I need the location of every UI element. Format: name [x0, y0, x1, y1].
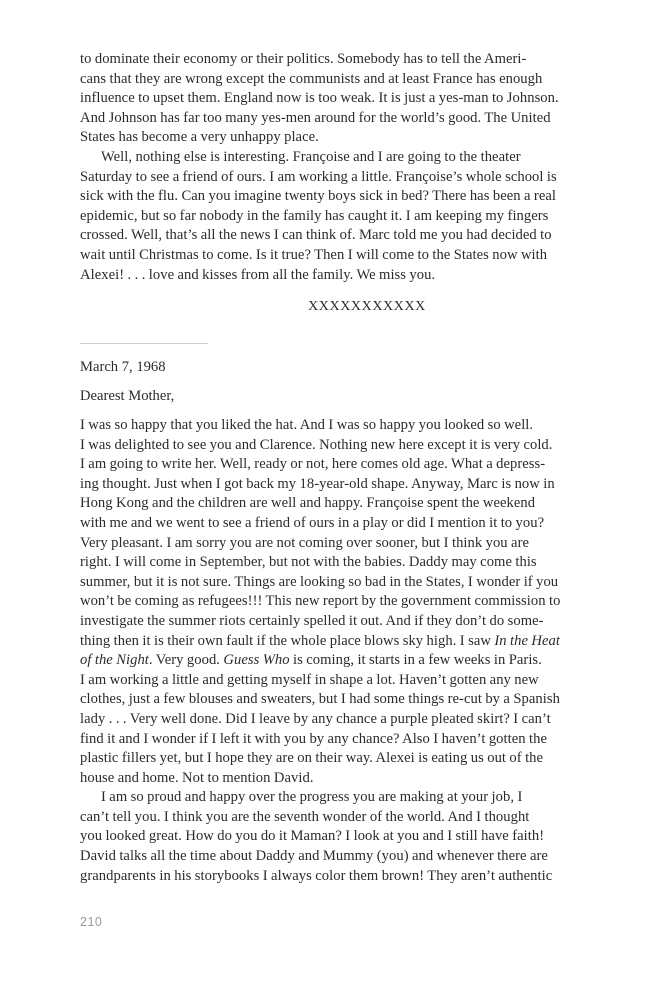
text-line: plastic fillers yet, but I hope they are on their way. Alexei is eating us out of the — [80, 750, 544, 767]
letter-salutation: Dearest Mother, — [80, 388, 175, 404]
paragraph — [80, 416, 570, 788]
text-line: Saturday to see a friend of ours. I am working a little. Françoise’s whole school is — [80, 168, 557, 185]
text-line: grandparents in his storybooks I always color them brown! They aren’t authentic — [80, 867, 553, 884]
text-line: influence to upset them. England now is too weak. It is just a yes-man to Johnson. — [80, 90, 559, 107]
text-line: David talks all the time about Daddy and Mummy (you) and whenever there are — [80, 848, 548, 865]
text-line: epidemic, but so far nobody in the family has caught it. I am keeping my fingers — [80, 207, 549, 224]
text-line: you looked great. How do you do it Maman? I look at you and I still have faith! — [80, 828, 545, 845]
text-line: with me and we went to see a friend of ours in a play or did I mention it to you? — [80, 514, 545, 531]
text-line: to dominate their economy or their politics. Somebody has to tell the Ameri- — [80, 51, 527, 67]
text-line: investigate the summer riots certainly spelled it out. And if they don’t do some- — [80, 612, 544, 629]
film-title: In the Heat — [494, 632, 560, 649]
text-line: sick with the flu. Can you imagine twenty boys sick in bed? There has been a real — [80, 188, 556, 205]
previous-letter-body — [80, 50, 570, 285]
text-line — [80, 632, 570, 652]
text-line: Alexei! . . . love and kisses from all the family. We miss you. — [80, 266, 436, 283]
text-line: house and home. Not to mention David. — [80, 769, 314, 786]
text-line: lady . . . Very well done. Did I leave by any chance a purple pleated skirt? I can’t — [80, 710, 551, 727]
text-line: can’t tell you. I think you are the seventh wonder of the world. And I thought — [80, 808, 530, 825]
text-run: is coming, it starts in a few weeks in Paris. — [289, 652, 542, 669]
text-line: I am going to write her. Well, ready or not, here comes old age. What a depress- — [80, 456, 546, 473]
letter-date: March 7, 1968 — [80, 359, 166, 375]
film-title: Guess Who — [223, 652, 290, 669]
text-line: And Johnson has far too many yes-men around for the world’s good. The United — [80, 109, 551, 126]
text-line: ing thought. Just when I got back my 18-year-old shape. Anyway, Marc is now in — [80, 475, 555, 492]
paragraph — [80, 148, 570, 285]
text-line: find it and I wonder if I left it with you by any chance? Also I haven’t gotten the — [80, 730, 547, 747]
text-line: I am so proud and happy over the progress you are making at your job, I — [101, 789, 523, 806]
text-line: crossed. Well, that’s all the news I can think of. Marc told me you had decided to — [80, 227, 552, 244]
text-line: Hong Kong and the children are well and happy. Françoise spent the weekend — [80, 495, 536, 512]
page-number: 210 — [80, 915, 103, 929]
text-line: cans that they are wrong except the communists and at least France has enough — [80, 70, 543, 87]
text-line — [80, 651, 570, 671]
text-line: Well, nothing else is interesting. Françoise and I are going to the theater — [101, 148, 521, 165]
text-line: summer, but it is not sure. Things are looking so bad in the States, I wonder if you — [80, 573, 559, 590]
text-run: thing then it is their own fault if the whole place blows sky high. I saw — [80, 632, 495, 649]
text-line: clothes, just a few blouses and sweaters, but I had some things re-cut by a Spanish — [80, 691, 560, 708]
section-divider — [80, 343, 208, 344]
text-line: Very pleasant. I am sorry you are not coming over sooner, but I think you are — [80, 534, 530, 551]
text-line: I was so happy that you liked the hat. And I was so happy you looked so well. — [80, 417, 534, 433]
text-line: right. I will come in September, but not with the babies. Daddy may come this — [80, 554, 537, 571]
text-line: won’t be coming as refugees!!! This new report by the government commission to — [80, 593, 561, 610]
letter-body — [80, 416, 570, 886]
paragraph — [80, 50, 570, 148]
letter-signoff: XXXXXXXXXXX — [308, 299, 426, 314]
paragraph — [80, 788, 570, 886]
text-line: States has become a very unhappy place. — [80, 129, 319, 146]
text-line: I was delighted to see you and Clarence. Nothing new here except it is very cold. — [80, 436, 553, 453]
text-run: . Very good. — [148, 652, 224, 669]
text-line: I am working a little and getting myself in shape a lot. Haven’t gotten any new — [80, 671, 539, 688]
film-title: of the Night — [80, 652, 149, 669]
text-line: wait until Christmas to come. Is it true? Then I will come to the States now with — [80, 246, 548, 263]
